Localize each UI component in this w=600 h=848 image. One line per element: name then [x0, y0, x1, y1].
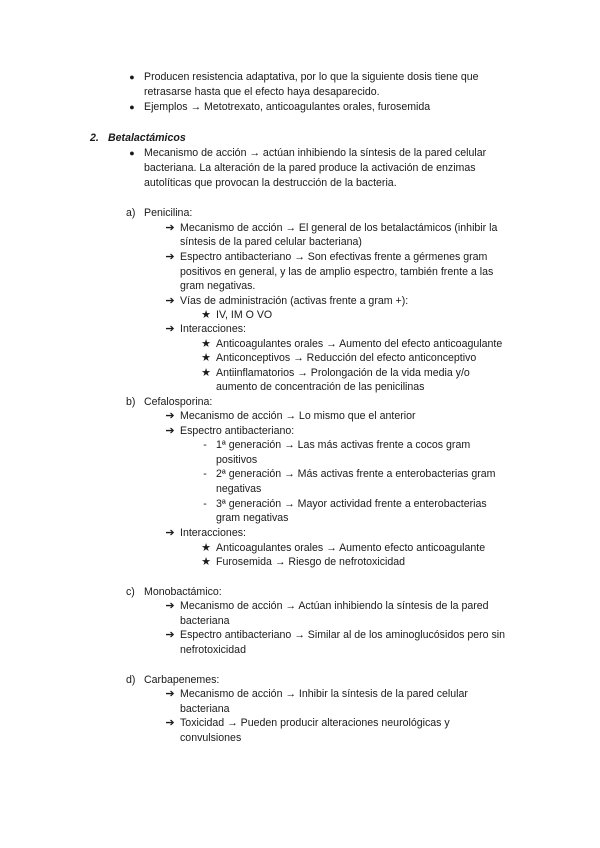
penicilina-espectro-line-3: gram negativas. [180, 280, 256, 292]
bullet-icon: ● [129, 148, 135, 158]
cefalosporina-interacciones: Interacciones: [180, 527, 246, 539]
list-label-b: b) [126, 396, 136, 408]
penicilina-espectro-line-2: positivos en general, y las de amplio espectro, también frente a las [180, 266, 494, 278]
monobactamico-title: Monobactámico: [144, 586, 222, 598]
bullet-icon: ● [129, 72, 135, 82]
arrow-icon: ➔ [165, 527, 175, 539]
intro-bullet-1-line-2: retrasarse hasta que el efecto haya desaparecido. [144, 86, 380, 98]
carbapenemes-toxicidad-line-1: Toxicidad → Pueden producir alteraciones neurológicas y [180, 717, 450, 729]
monobactamico-mecanismo-line-1: Mecanismo de acción → Actúan inhibiendo la síntesis de la pared [180, 600, 489, 612]
bullet-icon: ● [129, 102, 135, 112]
monobactamico-espectro-line-2: nefrotoxicidad [180, 644, 246, 656]
monobactamico-mecanismo-line-2: bacteriana [180, 615, 230, 627]
list-label-d: d) [126, 674, 136, 686]
intro-bullet-1-line-1: Producen resistencia adaptativa, por lo que la siguiente dosis tiene que [144, 71, 479, 83]
star-icon: ★ [201, 352, 211, 364]
section-number: 2. [90, 132, 99, 144]
cefalosporina-title: Cefalosporina: [144, 396, 213, 408]
penicilina-interaccion-1: Anticoagulantes orales → Aumento del efecto anticoagulante [216, 338, 503, 350]
penicilina-interaccion-2: Anticonceptivos → Reducción del efecto anticonceptivo [216, 352, 477, 364]
arrow-icon: ➔ [165, 295, 175, 307]
cefalosporina-gen-2-line-1: 2ª generación → Más activas frente a enterobacterias gram [216, 468, 496, 480]
section-mechanism-line-1: Mecanismo de acción → actúan inhibiendo la síntesis de la pared celular [144, 147, 487, 159]
cefalosporina-gen-1-line-2: positivos [216, 454, 258, 466]
dash-icon: - [203, 468, 207, 480]
star-icon: ★ [201, 542, 211, 554]
arrow-icon: ➔ [165, 410, 175, 422]
cefalosporina-gen-3-line-1: 3ª generación → Mayor actividad frente a enterobacterias [216, 498, 487, 510]
monobactamico-espectro-line-1: Espectro antibacteriano → Similar al de los aminoglucósidos pero sin [180, 629, 506, 641]
section-title: Betalactámicos [108, 132, 186, 144]
carbapenemes-toxicidad-line-2: convulsiones [180, 732, 242, 744]
penicilina-title: Penicilina: [144, 207, 193, 219]
penicilina-interaccion-3-line-2: aumento de concentración de las penicilinas [216, 381, 425, 393]
cefalosporina-gen-1-line-1: 1ª generación → Las más activas frente a cocos gram [216, 439, 471, 451]
star-icon: ★ [201, 309, 211, 321]
arrow-icon: ➔ [165, 425, 175, 437]
arrow-icon: ➔ [165, 688, 175, 700]
cefalosporina-interaccion-2: Furosemida → Riesgo de nefrotoxicidad [216, 556, 406, 568]
arrow-icon: ➔ [165, 222, 175, 234]
penicilina-vias-item: IV, IM O VO [216, 309, 273, 321]
cefalosporina-interaccion-1: Anticoagulantes orales → Aumento efecto anticoagulante [216, 542, 486, 554]
star-icon: ★ [201, 556, 211, 568]
cefalosporina-mecanismo: Mecanismo de acción → Lo mismo que el anterior [180, 410, 416, 422]
penicilina-mecanismo-line-2: síntesis de la pared celular bacteriana) [180, 236, 362, 248]
section-mechanism-line-2: bacteriana. La alteración de la pared produce la activación de enzimas [144, 162, 476, 174]
arrow-icon: ➔ [165, 600, 175, 612]
cefalosporina-gen-3-line-2: gram negativas [216, 512, 289, 524]
arrow-icon: ➔ [165, 717, 175, 729]
arrow-icon: ➔ [165, 251, 175, 263]
dash-icon: - [203, 498, 207, 510]
penicilina-interaccion-3-line-1: Antiinflamatorios → Prolongación de la vida media y/o [216, 367, 470, 379]
penicilina-mecanismo-line-1: Mecanismo de acción → El general de los betalactámicos (inhibir la [180, 222, 498, 234]
penicilina-vias: Vías de administración (activas frente a gram +): [180, 295, 409, 307]
cefalosporina-gen-2-line-2: negativas [216, 483, 262, 495]
carbapenemes-mecanismo-line-1: Mecanismo de acción → Inhibir la síntesis de la pared celular [180, 688, 468, 700]
star-icon: ★ [201, 338, 211, 350]
list-label-c: c) [126, 586, 135, 598]
penicilina-interacciones: Interacciones: [180, 323, 246, 335]
arrow-icon: ➔ [165, 629, 175, 641]
intro-bullet-2: Ejemplos → Metotrexato, anticoagulantes orales, furosemida [144, 101, 431, 113]
arrow-icon: ➔ [165, 323, 175, 335]
carbapenemes-mecanismo-line-2: bacteriana [180, 703, 230, 715]
dash-icon: - [203, 439, 207, 451]
penicilina-espectro-line-1: Espectro antibacteriano → Son efectivas frente a gérmenes gram [180, 251, 488, 263]
cefalosporina-espectro: Espectro antibacteriano: [180, 425, 295, 437]
carbapenemes-title: Carbapenemes: [144, 674, 220, 686]
star-icon: ★ [201, 367, 211, 379]
section-mechanism-line-3: autolíticas que provocan la destrucción de la bacteria. [144, 177, 397, 189]
list-label-a: a) [126, 207, 136, 219]
